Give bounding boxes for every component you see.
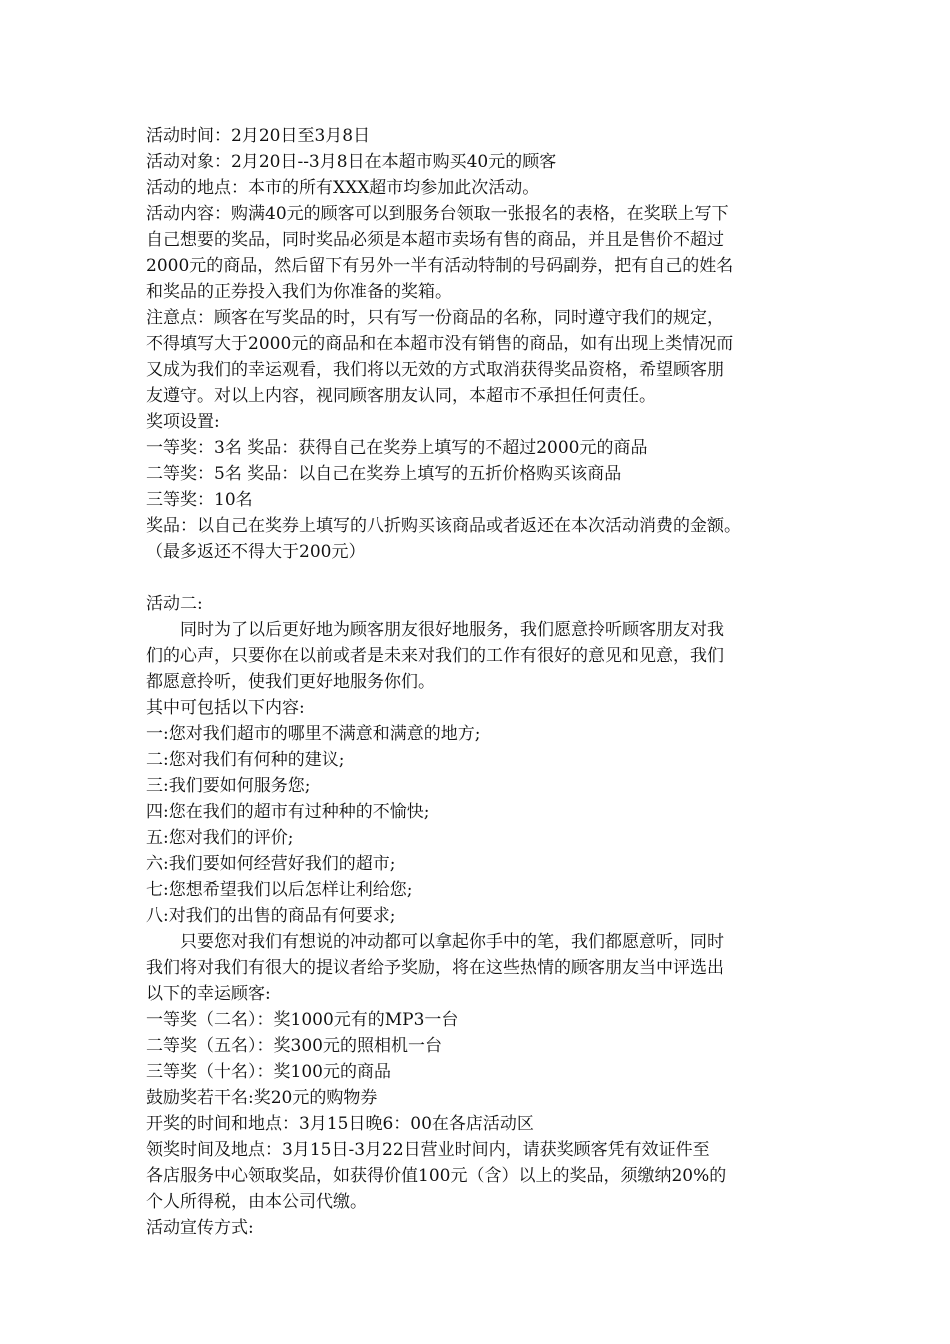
text-line: 三等奖（十名）：奖100元的商品	[146, 1062, 391, 1082]
text-line: 又成为我们的幸运观看，我们将以无效的方式取消获得奖品资格，希望顾客朋	[146, 360, 724, 380]
text-line: 注意点：顾客在写奖品的时，只有写一份商品的名称，同时遵守我们的规定，	[146, 308, 724, 328]
text-line: 各店服务中心领取奖品，如获得价值100元（含）以上的奖品，须缴纳20%的	[146, 1166, 727, 1186]
text-line: 一等奖：3名 奖品：获得自己在奖券上填写的不超过2000元的商品	[146, 438, 648, 458]
text-line: 活动二:	[146, 594, 203, 614]
text-line: 只要您对我们有想说的冲动都可以拿起你手中的笔，我们都愿意听，同时	[146, 932, 724, 952]
text-line: 友遵守。对以上内容，视同顾客朋友认同，本超市不承担任何责任。	[146, 386, 656, 406]
text-line: 二等奖（五名）：奖300元的照相机一台	[146, 1036, 442, 1056]
text-line: 其中可包括以下内容:	[146, 698, 305, 718]
text-line: 七:您想希望我们以后怎样让利给您;	[146, 880, 413, 900]
text-line: 三:我们要如何服务您;	[146, 776, 311, 796]
text-line: 个人所得税，由本公司代缴。	[146, 1192, 367, 1212]
text-line: 我们将对我们有很大的提议者给予奖励，将在这些热情的顾客朋友当中评选出	[146, 958, 724, 978]
text-line: 自己想要的奖品，同时奖品必须是本超市卖场有售的商品，并且是售价不超过	[146, 230, 724, 250]
text-line: 一:您对我们超市的哪里不满意和满意的地方;	[146, 724, 481, 744]
text-line: 三等奖：10名	[146, 490, 253, 510]
text-line: 八:对我们的出售的商品有何要求;	[146, 906, 396, 926]
document-body	[146, 123, 836, 1241]
text-line: 鼓励奖若干名:奖20元的购物券	[146, 1088, 378, 1108]
text-line: 奖品：以自己在奖券上填写的八折购买该商品或者返还在本次活动消费的金额。	[146, 516, 741, 536]
text-line: （最多返还不得大于200元）	[146, 542, 366, 562]
text-line: 二:您对我们有何种的建议;	[146, 750, 345, 770]
text-line: 和奖品的正券投入我们为你准备的奖箱。	[146, 282, 452, 302]
text-line: 一等奖（二名）：奖1000元有的MP3一台	[146, 1010, 459, 1030]
text-line: 四:您在我们的超市有过种种的不愉快;	[146, 802, 430, 822]
text-line: 奖项设置:	[146, 412, 220, 432]
text-line: 们的心声，只要你在以前或者是未来对我们的工作有很好的意见和见意，我们	[146, 646, 724, 666]
text-line: 六:我们要如何经营好我们的超市;	[146, 854, 396, 874]
text-line: 二等奖：5名 奖品：以自己在奖券上填写的五折价格购买该商品	[146, 464, 622, 484]
text-line: 五:您对我们的评价;	[146, 828, 294, 848]
text-line: 2000元的商品，然后留下有另外一半有活动特制的号码副券，把有自己的姓名	[146, 256, 734, 276]
text-line: 活动时间：2月20日至3月8日	[146, 126, 371, 146]
text-line: 领奖时间及地点：3月15日-3月22日营业时间内，请获奖顾客凭有效证件至	[146, 1140, 710, 1160]
text-line: 活动宣传方式:	[146, 1218, 254, 1238]
text-line: 活动的地点：本市的所有XXX超市均参加此次活动。	[146, 178, 540, 198]
text-line: 活动对象：2月20日--3月8日在本超市购买40元的顾客	[146, 152, 557, 172]
blank-line	[146, 565, 836, 591]
text-line: 不得填写大于2000元的商品和在本超市没有销售的商品，如有出现上类情况而	[146, 334, 734, 354]
text-line: 活动内容：购满40元的顾客可以到服务台领取一张报名的表格，在奖联上写下	[146, 204, 729, 224]
text-line: 同时为了以后更好地为顾客朋友很好地服务，我们愿意拎听顾客朋友对我	[146, 620, 724, 640]
text-line: 以下的幸运顾客:	[146, 984, 271, 1004]
text-line: 都愿意拎听，使我们更好地服务你们。	[146, 672, 435, 692]
text-line: 开奖的时间和地点：3月15日晚6：00在各店活动区	[146, 1114, 534, 1134]
